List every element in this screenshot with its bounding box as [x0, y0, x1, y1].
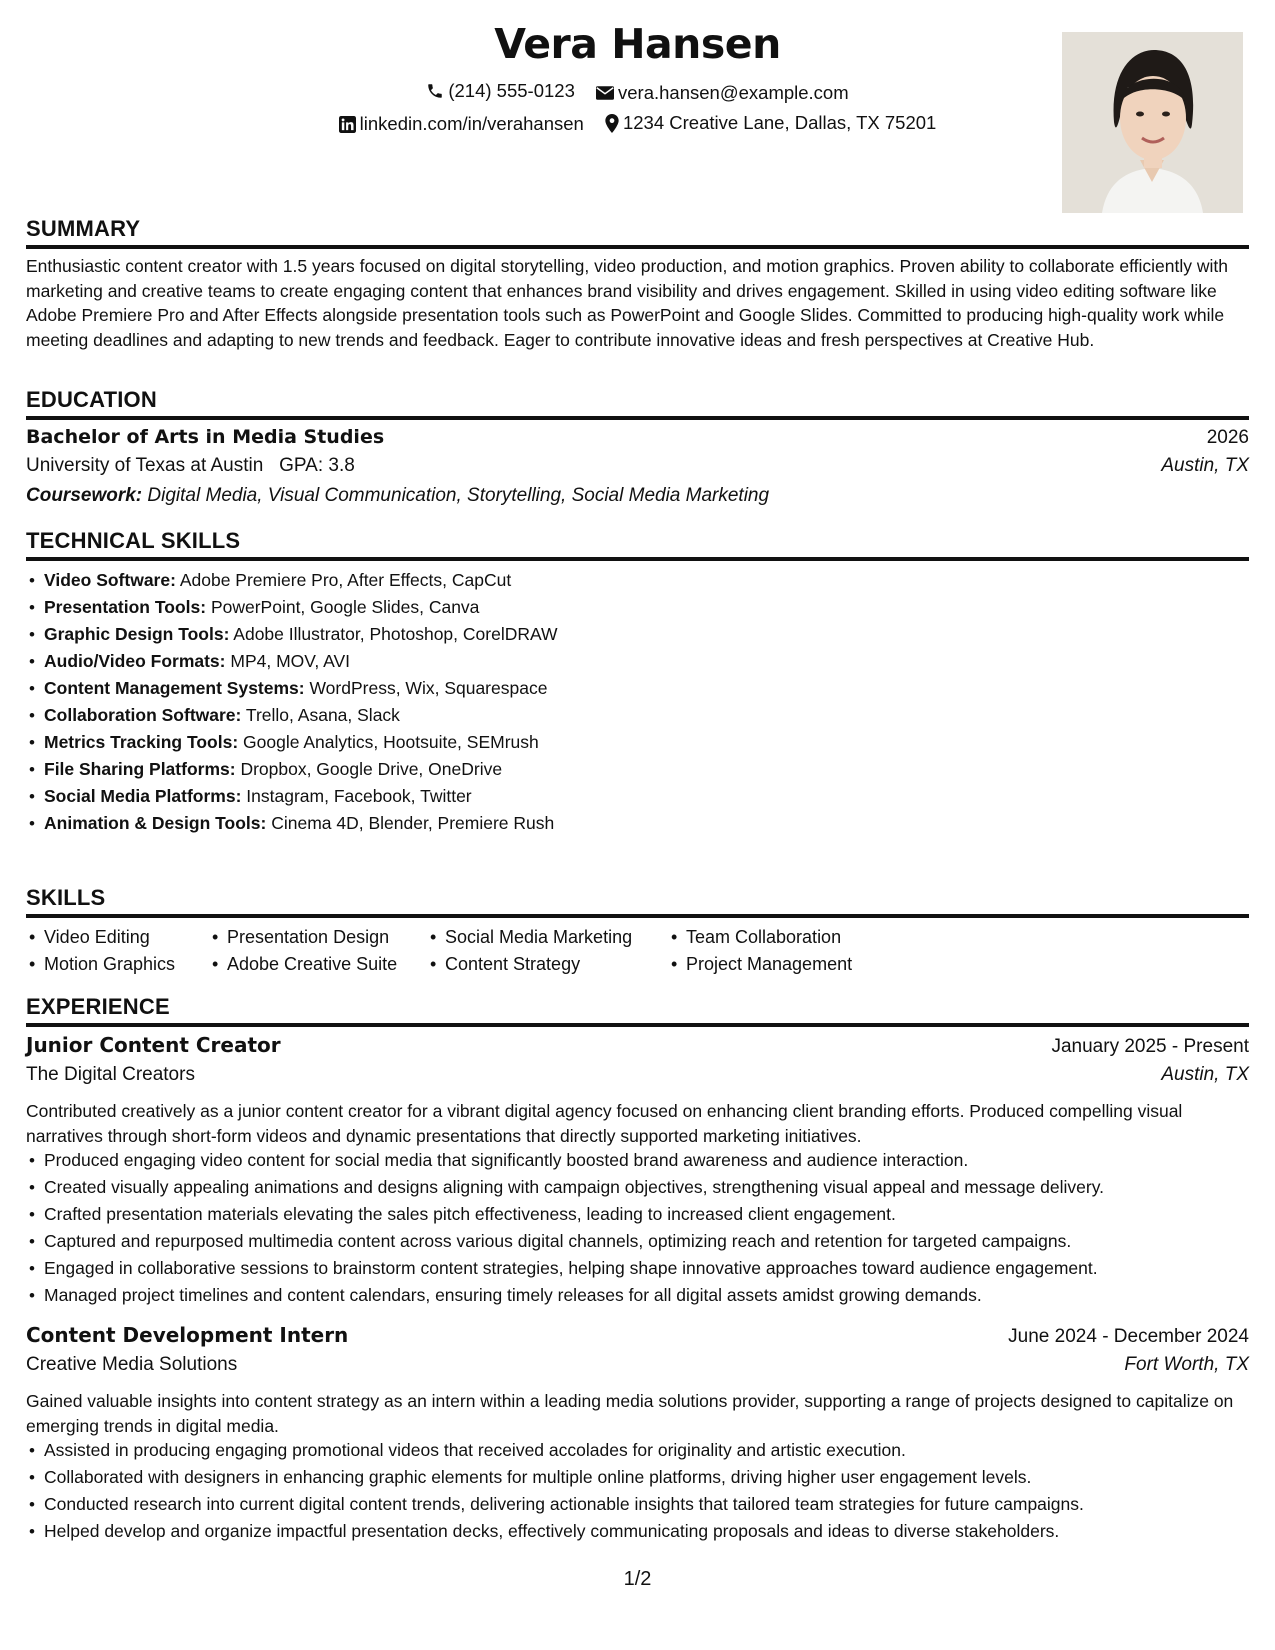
skill-item: • Motion Graphics [26, 951, 175, 978]
tech-skill-value: Google Analytics, Hootsuite, SEMrush [243, 732, 539, 752]
job-company-row [26, 1064, 1249, 1086]
skills-column [209, 924, 397, 978]
summary-text: Enthusiastic content creator with 1.5 years focused on digital storytelling, video production, and motion graphics. Proven ability to collaborate efficiently with marketing and creative teams to create engaging content that enhances brand visibility and drives engagement. Skilled in using video editing software like Adobe Premiere Pro and After Effects alongside presentation tools such as PowerPoint and Google Slides. Committed to producing high-quality work while meeting deadlines and adapting to new trends and feedback. Eager to contribute innovative ideas and fresh perspectives at Creative Hub. [26, 256, 1228, 350]
tech-skill-value: Adobe Premiere Pro, After Effects, CapCut [179, 570, 512, 590]
tech-skill-item [26, 783, 1249, 810]
tech-skill-value: MP4, MOV, AVI [230, 651, 351, 671]
job-bullet: • Crafted presentation materials elevating the sales pitch effectiveness, leading to increased client engagement. [26, 1201, 1249, 1228]
email-text: vera.hansen@example.com [618, 82, 849, 103]
job-bullet: • Collaborated with designers in enhancing graphic elements for multiple online platforms, driving higher user engagement levels. [26, 1464, 1249, 1491]
job-header-row [26, 1323, 1249, 1348]
job-company-row [26, 1354, 1249, 1376]
school-info [26, 455, 355, 477]
job-location: Fort Worth, TX [1124, 1354, 1249, 1375]
tech-skill-item [26, 594, 1249, 621]
job-bullet: • Assisted in producing engaging promotional videos that received accolades for originality and artistic execution. [26, 1437, 1249, 1464]
tech-skill-item [26, 675, 1249, 702]
job-location: Austin, TX [1161, 1064, 1249, 1085]
tech-skill-value: PowerPoint, Google Slides, Canva [210, 597, 480, 617]
education-heading: EDUCATION [26, 387, 1249, 420]
tech-skill-label: Graphic Design Tools: [44, 624, 230, 644]
portrait-illustration [1062, 32, 1243, 213]
job-description: Gained valuable insights into content strategy as an intern within a leading media solutions provider, supporting a range of projects designed to capitalize on emerging trends in digital media. [26, 1391, 1234, 1436]
profile-photo [1062, 32, 1243, 213]
map-pin-icon [605, 114, 619, 133]
job-role: Junior Content Creator [26, 1033, 281, 1057]
coursework-label: Coursework: [26, 485, 143, 506]
job-bullet: • Captured and repurposed multimedia content across various digital channels, optimizing reach and retention for targeted campaigns. [26, 1228, 1249, 1255]
skills-heading: SKILLS [26, 885, 1249, 918]
tech-skill-item [26, 756, 1249, 783]
phone-contact[interactable] [426, 80, 575, 102]
degree-title: Bachelor of Arts in Media Studies [26, 426, 385, 448]
skill-item: • Social Media Marketing [427, 924, 632, 951]
linkedin-icon [339, 116, 356, 133]
skill-item: • Presentation Design [209, 924, 397, 951]
job-dates: June 2024 - December 2024 [1008, 1326, 1249, 1347]
tech-skill-item [26, 702, 1249, 729]
tech-skill-item [26, 810, 1249, 837]
tech-skill-label: Audio/Video Formats: [44, 651, 226, 671]
tech-skill-label: Content Management Systems: [44, 678, 305, 698]
tech-skill-label: Presentation Tools: [44, 597, 207, 617]
phone-icon [426, 82, 444, 100]
gpa: GPA: 3.8 [279, 455, 355, 476]
technical-skills-list [26, 567, 1249, 837]
graduation-year: 2026 [1206, 427, 1249, 448]
education-degree-row [26, 426, 1249, 449]
coursework-list: Digital Media, Visual Communication, Storytelling, Social Media Marketing [147, 485, 770, 506]
summary-heading: SUMMARY [26, 216, 1249, 249]
address-text: 1234 Creative Lane, Dallas, TX 75201 [622, 112, 937, 133]
tech-skill-value: Instagram, Facebook, Twitter [246, 786, 472, 806]
tech-skill-value: WordPress, Wix, Squarespace [309, 678, 548, 698]
job-bullet: • Produced engaging video content for social media that significantly boosted brand awareness and audience interaction. [26, 1147, 1249, 1174]
tech-skill-label: Animation & Design Tools: [44, 813, 267, 833]
skill-item: • Team Collaboration [668, 924, 852, 951]
tech-skill-value: Trello, Asana, Slack [245, 705, 400, 725]
linkedin-text: linkedin.com/in/verahansen [359, 113, 584, 134]
skill-item: • Video Editing [26, 924, 175, 951]
skills-column [668, 924, 852, 978]
tech-skill-value: Cinema 4D, Blender, Premiere Rush [271, 813, 555, 833]
resume-page [26, 0, 1249, 1650]
job-bullet: • Created visually appealing animations and designs aligning with campaign objectives, strengthening visual appeal and message delivery. [26, 1174, 1249, 1201]
job-header-row [26, 1033, 1249, 1058]
address-contact [605, 112, 936, 134]
tech-skill-label: Social Media Platforms: [44, 786, 242, 806]
candidate-name: Vera Hansen [494, 20, 781, 68]
phone-text: (214) 555-0123 [448, 80, 575, 101]
tech-skill-value: Adobe Illustrator, Photoshop, CorelDRAW [233, 624, 558, 644]
school-location: Austin, TX [1161, 455, 1249, 476]
job-bullet: • Conducted research into current digital content trends, delivering actionable insights that tailored team strategies for future campaigns. [26, 1491, 1249, 1518]
job-bullet: • Engaged in collaborative sessions to brainstorm content strategies, helping shape innovative approaches toward audience engagement. [26, 1255, 1249, 1282]
page-number: 1/2 [623, 1568, 652, 1590]
job-description: Contributed creatively as a junior content creator for a vibrant digital agency focused on enhancing client branding efforts. Produced compelling visual narratives through short-form videos and dynamic presentations that directly supported marketing initiatives. [26, 1101, 1183, 1146]
skills-column [427, 924, 632, 978]
job-role: Content Development Intern [26, 1323, 349, 1347]
technical-skills-heading: TECHNICAL SKILLS [26, 528, 1249, 561]
skill-item: • Adobe Creative Suite [209, 951, 397, 978]
job-company: Creative Media Solutions [26, 1354, 238, 1375]
skills-column [26, 924, 175, 978]
tech-skill-item [26, 729, 1249, 756]
skill-item: • Project Management [668, 951, 852, 978]
skill-item: • Content Strategy [427, 951, 632, 978]
job-bullets [26, 1147, 1249, 1309]
school-name: University of Texas at Austin [26, 455, 264, 476]
experience-heading: EXPERIENCE [26, 994, 1249, 1027]
tech-skill-label: File Sharing Platforms: [44, 759, 236, 779]
job-bullet: • Helped develop and organize impactful presentation decks, effectively communicating proposals and ideas to diverse stakeholders. [26, 1518, 1249, 1545]
job-bullet: • Managed project timelines and content calendars, ensuring timely releases for all digital assets amidst growing demands. [26, 1282, 1249, 1309]
job-dates: January 2025 - Present [1051, 1036, 1249, 1057]
tech-skill-item [26, 648, 1249, 675]
education-school-row [26, 455, 1249, 477]
tech-skill-label: Video Software: [44, 570, 176, 590]
linkedin-contact[interactable] [339, 113, 584, 135]
tech-skill-item [26, 621, 1249, 648]
coursework-row [26, 485, 1249, 507]
envelope-icon [596, 86, 614, 100]
email-contact[interactable] [596, 82, 849, 104]
job-bullets [26, 1437, 1249, 1545]
tech-skill-value: Dropbox, Google Drive, OneDrive [240, 759, 503, 779]
tech-skill-item [26, 567, 1249, 594]
tech-skill-label: Collaboration Software: [44, 705, 242, 725]
tech-skill-label: Metrics Tracking Tools: [44, 732, 239, 752]
job-company: The Digital Creators [26, 1064, 195, 1085]
